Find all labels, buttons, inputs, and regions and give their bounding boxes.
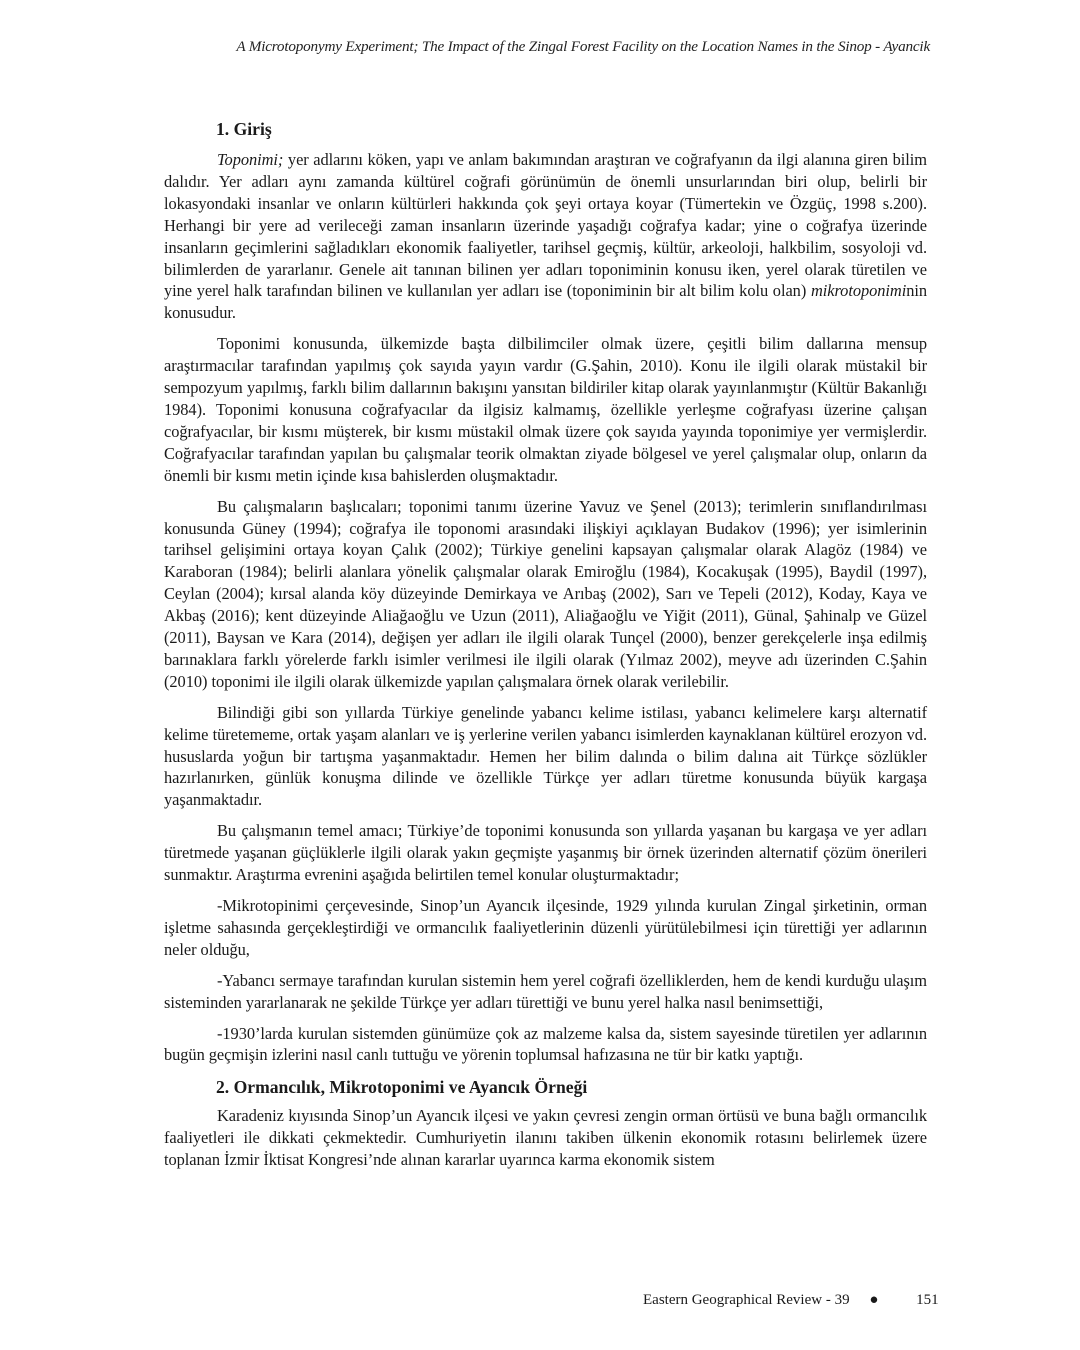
running-head: A Microtoponymy Experiment; The Impact of the Zingal Forest Facility on the Location Names in the Sinop - Ayancik xyxy=(236,38,930,55)
paragraph: Bilindiği gibi son yıllarda Türkiye genelinde yabancı kelime istilası, yabancı kelimelere karşı alternatif kelime türetememe, ortak yaşam alanları ve iş yerlerine verilen yabancı isimlerden kaynaklanan kültürel erozyon vd. hususlarda yoğun bir tartışma yaşanmaktadır. Hemen her bilim dalında o bilim dalına ait Türkçe sözlükler hazırlanırken, günlük konuşma dilinde ve özellikle Türkçe yer adları türetme konusunda büyük kargaşa yaşanmaktadır. xyxy=(164,702,927,810)
paragraph: Toponimi konusunda, ülkemizde başta dilbilimciler olmak üzere, çeşitli bilim dallarına mensup araştırmacılar tarafından yapılmış çok sayıda yayın vardır (G.Şahin, 2010). Konu ile ilgili olarak müstakil bir sempozyum yapılmış, farklı bilim dallarının bakışını yansıtan bildiriler kitap olarak yayınlanmıştır (Kültür Bakanlığı 1984). Toponimi konusuna coğrafyacılar da ilgisiz kalmamış, özellikle yerleşme coğrafyası üzerine çalışan coğrafyacılar, bir kısmı müşterek, bir kısmı müstakil olmak üzere çok sayıda yayında toponimiye yer vermişlerdir. Coğrafyacılar tarafından yapılan bu çalışmalar teorik olmaktan ziyade bölgesel ve yerel çalışmalar olup, onların da önemli bir kısmı metin içinde kısa bahislerden oluşmaktadır. xyxy=(164,334,927,485)
paragraph-text: yer adlarını köken, yapı ve anlam bakımından araştıran ve coğrafyanın da ilgi alanına giren bilim dalıdır. Yer adları aynı zamanda kültürel coğrafi görünümün de önemli unsurlarından biri olup, belirli bir lokasyondaki insanlar ve onların kültürleri hakkında çok şeyi ortaya koyar (Tümertekin ve Özgüç, 1998 s.200). Herhangi bir yere ad verileceği zaman insanların üzerinde yaşadığı coğrafya kadar; yine o coğrafya üzerinde insanların geçimlerini sağladıkları ekonomik faaliyetler, tarihsel geçmiş, kültür, arkeoloji, halkbilim, sosyoloji vd. bilimlerden de yararlanır. Genele ait tanınan bilinen yer adları toponiminin konusu iken, yerel olarak türetilen ve yine yerel halk tarafından bilinen ve kullanılan yer adları ise (toponiminin bir alt bilim kolu olan) xyxy=(164,150,927,301)
paragraph: Karadeniz kıyısında Sinop’un Ayancık ilçesi ve yakın çevresi zengin orman örtüsü ve buna bağlı ormancılık faaliyetleri ile dikkati çekmektedir. Cumhuriyetin ilanını takiben ülkenin ekonomik rotasını belirlemek üzere toplanan İzmir İktisat Kongresi’nde alınan kararlar uyarınca karma ekonomik sistem xyxy=(164,1106,927,1170)
page-footer xyxy=(643,1292,939,1309)
page-number: 151 xyxy=(916,1292,939,1308)
italic-term: mikrotoponimi xyxy=(810,281,907,301)
journal-name: Eastern Geographical Review - xyxy=(643,1292,831,1308)
section-heading-giris: 1. Giriş xyxy=(216,119,272,139)
italic-term: Toponimi; xyxy=(217,150,284,169)
paragraph: -Mikrotopinimi çerçevesinde, Sinop’un Ayancık ilçesinde, 1929 yılında kurulan Zingal şirketinin, orman işletme sahasında gerçekleştirdiği ve ormancılık faaliyetlerinin düzenli yürütülebilmesi için türettiği yer adlarının neler olduğu, xyxy=(164,896,927,959)
paragraph: Bu çalışmanın temel amacı; Türkiye’de toponimi konusunda son yıllarda yaşanan bu kargaşa ve yer adları türetmede yaşanan güçlüklerle ilgili olarak yakın geçmişte yaşanmış bir örnek üzerinden alternatif çözüm önerileri sunmaktır. Araştırma evrenini aşağıda belirtilen temel konular oluşturmaktadır; xyxy=(164,821,927,885)
paragraph: Bu çalışmaların başlıcaları; toponimi tanımı üzerine Yavuz ve Şenel (2013); terimlerin sınıflandırılması konusunda Güney (1994); coğrafya ile toponomi arasındaki ilişkiyi açıklayan Budakov (1996); yer isimlerinin tarihsel gelişimini ortaya koyan Çalık (2002); Türkiye genelini kapsayan çalışmalar olarak Alagöz (1984) ve Karaboran (1984); belirli alanlara yönelik çalışmalar olarak Emiroğlu (1984), Kocakuşak (1995), Baydil (1997), Ceylan (2004); kırsal alanda köy düzeyinde Demirkaya ve Arıbaş (2002), Sarı ve Tepeli (2012), Koday, Kaya ve Akbaş (2016); kent düzeyinde Aliağaoğlu ve Uzun (2011), Aliağaoğlu ve Yiğit (2011), Günal, Şahinalp ve Güzel (2011), Baysan ve Kara (2014), değişen yer adları ile ilgili olarak Tunçel (2000), benzer gerekçelerle inşa edilmiş barınaklara farklı yörelerde farklı isimler verilmesi ile ilgili olarak (Yılmaz 2002), meyve adı üzerinden C.Şahin (2010) toponimi ile ilgili olarak ülkemizde yapılan çalışmalara örnek olarak verilebilir. xyxy=(164,496,927,691)
paragraph xyxy=(164,149,927,324)
issue-number: 39 xyxy=(834,1292,850,1308)
section-heading-ormancilik: 2. Ormancılık, Mikrotoponimi ve Ayancık Örneği xyxy=(216,1077,588,1098)
page-body xyxy=(164,116,927,1180)
paragraph: -1930’larda kurulan sistemden günümüze çok az malzeme kalsa da, sistem sayesinde türetilen yer adlarının bugün geçmişin izlerini nasıl canlı tuttuğu ve yörenin toplumsal hafızasına ne tür bir katkı yaptığı. xyxy=(164,1023,927,1065)
paragraph: -Yabancı sermaye tarafından kurulan sistemin hem yerel coğrafi özelliklerden, hem de kendi kurduğu ulaşım sisteminden yararlanarak ne şekilde Türkçe yer adları türettiği ve bunu yerel halka nasıl benimsettiği, xyxy=(164,970,927,1012)
bullet-separator-icon: ● xyxy=(869,1292,879,1308)
paragraph-text: nin konusudur. xyxy=(164,281,927,323)
